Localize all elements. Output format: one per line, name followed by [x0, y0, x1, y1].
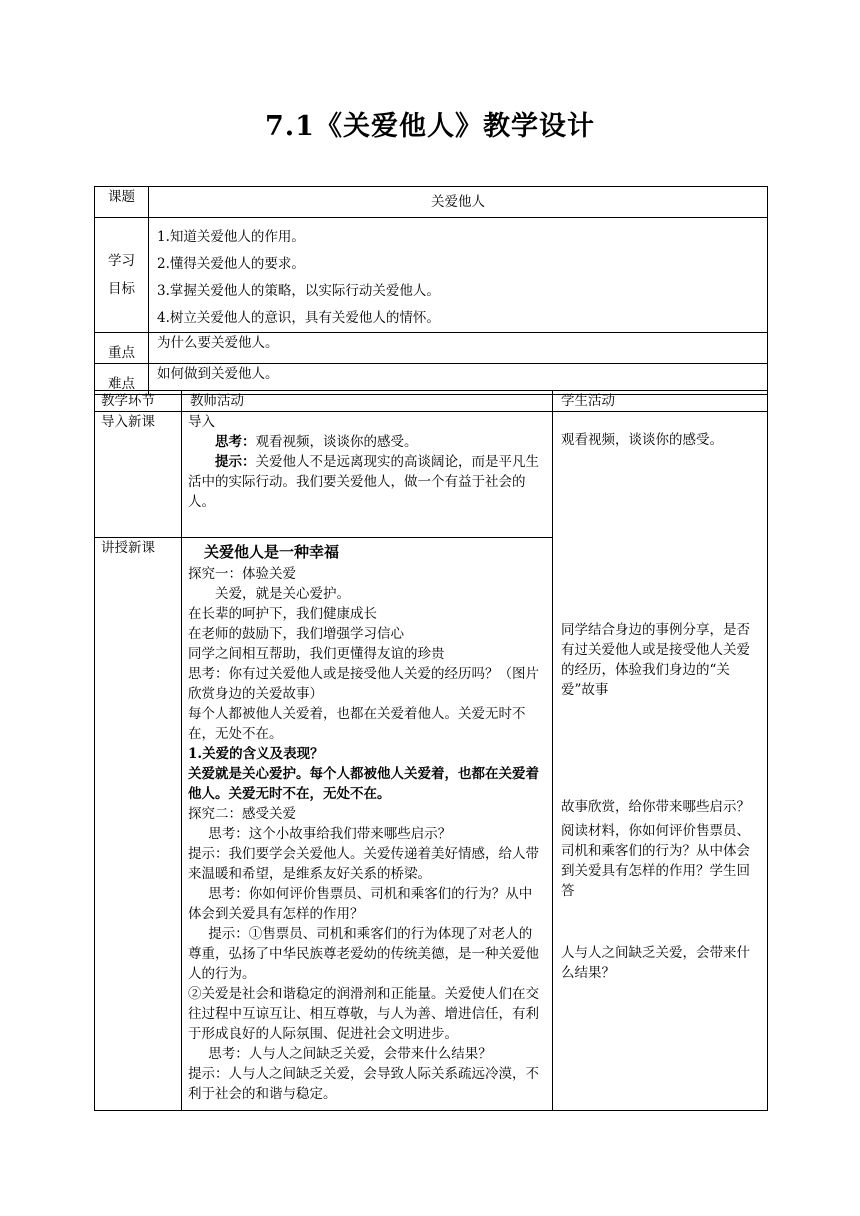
objectives-label-line2: 目标 — [108, 281, 135, 297]
intro-think-label: 思考： — [215, 434, 256, 450]
header-student: 学生活动 — [553, 391, 768, 412]
teach-line: 提示：我们要学会关爱他人。关爱传递着美好情感，给人带来温暖和希望，是维系友好关系的桥梁。 — [188, 846, 539, 882]
teach-line: 思考：你如何评价售票员、司机和乘客们的行为？从中体会到关爱具有怎样的作用？ — [188, 886, 533, 922]
difficult-point-value: 如何做到关爱他人。 — [149, 364, 768, 395]
intro-hint-label: 提示： — [215, 454, 256, 470]
student-activity-4: 人与人之间缺乏关爱，会带来什么结果？ — [561, 945, 750, 981]
student-activity-3: 阅读材料，你如何评价售票员、司机和乘客们的行为？从中体会到关爱具有怎样的作用？学生回答 — [561, 823, 750, 899]
objective-item: 2.懂得关爱他人的要求。 — [157, 256, 305, 272]
objective-item: 3.掌握关爱他人的策略，以实际行动关爱他人。 — [157, 283, 440, 299]
topic-value: 关爱他人 — [149, 187, 768, 218]
stage-intro: 导入新课 — [95, 412, 182, 538]
intro-student-text: 观看视频，谈谈你的感受。 — [561, 432, 723, 448]
header-teacher: 教师活动 — [182, 391, 553, 412]
intro-think-text: 观看视频，谈谈你的感受。 — [255, 434, 418, 450]
teach-line: 思考：你有过关爱他人或是接受他人关爱的经历吗？（图片欣赏身边的关爱故事） — [188, 666, 539, 702]
teach-heading: 关爱他人是一种幸福 — [204, 543, 340, 561]
teach-line: 探究一：体验关爱 — [188, 566, 296, 582]
student-activity-1: 同学结合身边的事例分享，是否有过关爱他人或是接受他人关爱的经历，体验我们身边的“关爱”故事 — [561, 622, 750, 698]
teach-line: 关爱，就是关心爱护。 — [215, 586, 350, 602]
teach-line: 提示：人与人之间缺乏关爱，会导致人际关系疏远冷漠，不利于社会的和谐与稳定。 — [188, 1066, 539, 1102]
process-table — [94, 390, 768, 1111]
intro-lead: 导入 — [188, 414, 215, 430]
teach-line: 提示：①售票员、司机和乘客们的行为体现了对老人的尊重，弘扬了中华民族尊老爱幼的传统美德，是一种关爱他人的行为。 — [188, 926, 539, 982]
teach-answer: 关爱就是关心爱护。每个人都被他人关爱着，也都在关爱着他人。关爱无时不在，无处不在。 — [188, 766, 539, 802]
difficult-point-label: 难点 — [95, 364, 149, 395]
teach-line: ②关爱是社会和谐稳定的润滑剂和正能量。关爱使人们在交往过程中互谅互让、相互尊敬，与人为善、增进信任，有利于形成良好的人际氛围、促进社会文明进步。 — [188, 986, 539, 1042]
objective-item: 1.知道关爱他人的作用。 — [157, 229, 305, 245]
intro-teacher-cell — [182, 412, 553, 538]
key-point-label: 重点 — [95, 333, 149, 364]
teach-line: 每个人都被他人关爱着，也都在关爱着他人。关爱无时不在，无处不在。 — [188, 706, 526, 742]
teach-teacher-cell — [182, 538, 553, 1111]
intro-hint-text: 关爱他人不是远离现实的高谈阔论，而是平凡生活中的实际行动。我们要关爱他人，做一个有益于社会的人。 — [188, 454, 539, 510]
objectives-label — [95, 218, 149, 333]
student-activity-cell — [553, 412, 768, 1111]
teach-line: 同学之间相互帮助，我们更懂得友谊的珍贵 — [188, 646, 445, 662]
teach-line: 在老师的鼓励下，我们增强学习信心 — [188, 626, 404, 642]
stage-teach: 讲授新课 — [95, 538, 182, 1111]
teach-line: 探究二：感受关爱 — [188, 806, 296, 822]
objective-item: 4.树立关爱他人的意识，具有关爱他人的情怀。 — [157, 310, 440, 326]
objectives-cell — [149, 218, 768, 333]
teach-line: 思考：人与人之间缺乏关爱，会带来什么结果？ — [208, 1046, 492, 1062]
objectives-label-line1: 学习 — [108, 253, 135, 269]
document-title: 7.1《关爱他人》教学设计 — [265, 111, 595, 142]
student-activity-2: 故事欣赏，给你带来哪些启示？ — [561, 799, 750, 815]
teach-line: 思考：这个小故事给我们带来哪些启示？ — [208, 826, 452, 842]
teach-line: 在长辈的呵护下，我们健康成长 — [188, 606, 377, 622]
topic-label: 课题 — [95, 187, 149, 218]
key-point-value: 为什么要关爱他人。 — [149, 333, 768, 364]
teach-question: 1.关爱的含义及表现？ — [188, 746, 324, 762]
info-table — [94, 186, 768, 395]
header-stage: 教学环节 — [95, 391, 182, 412]
